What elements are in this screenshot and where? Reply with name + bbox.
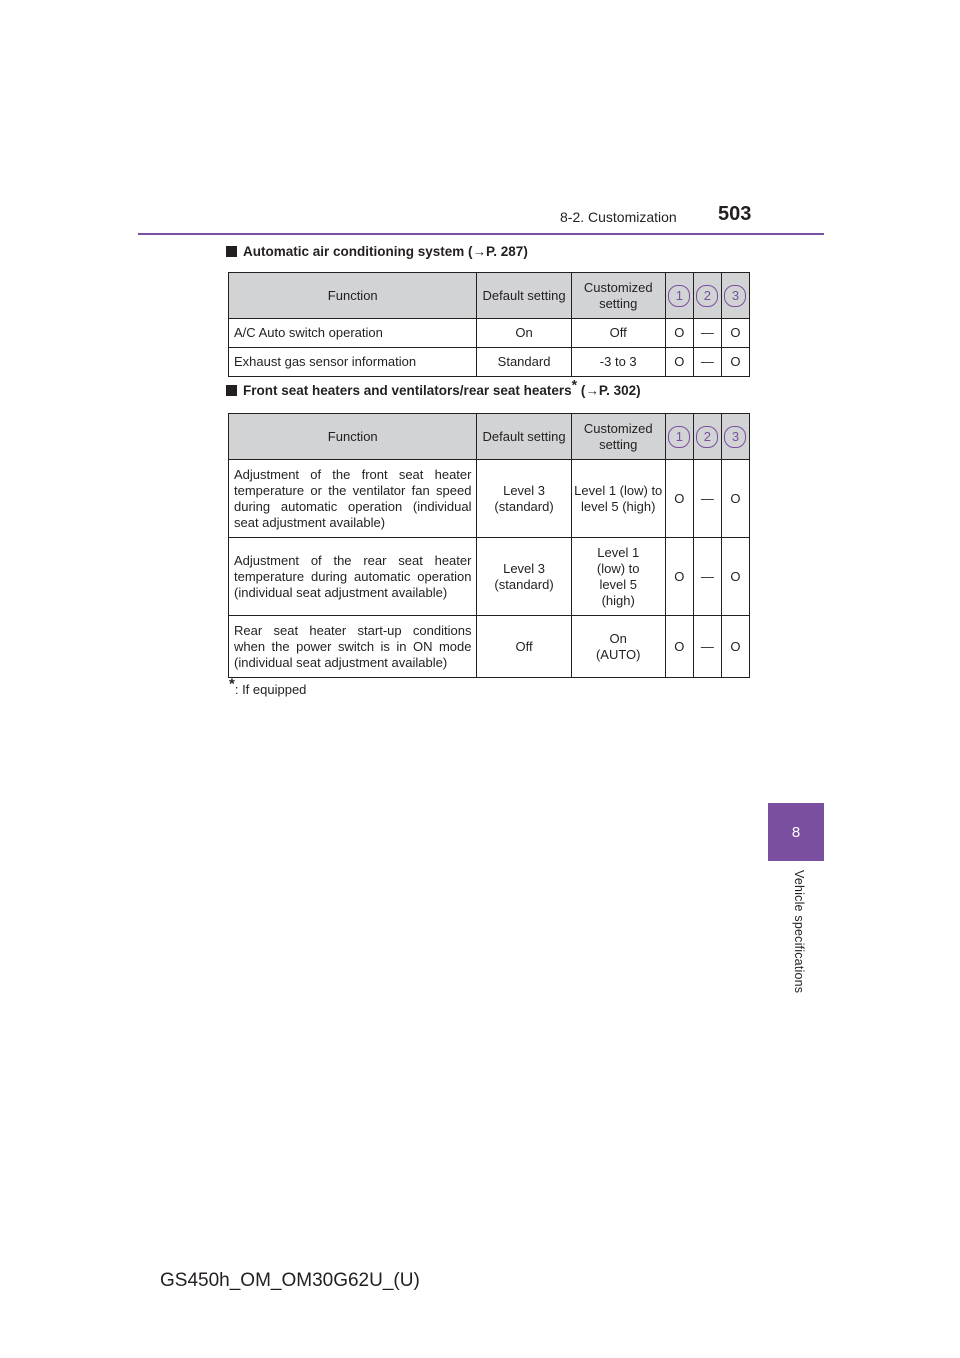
method-3-cell: O	[721, 538, 749, 616]
footnote-text: : If equipped	[234, 682, 307, 697]
number-badge-icon: 1	[668, 426, 690, 448]
footnote-marker: *	[571, 376, 578, 393]
function-cell: Rear seat heater start-up conditions when the power switch is in ON mode (individual seat adjustment available)	[229, 616, 477, 678]
customized-setting-cell: On (AUTO)	[571, 616, 665, 678]
customization-table-seat-heaters	[228, 413, 750, 678]
default-setting-cell: Level 3 (standard)	[477, 460, 571, 538]
page-number: 503	[718, 203, 752, 225]
column-header-function: Function	[229, 273, 477, 319]
default-setting-cell: Standard	[477, 348, 571, 377]
column-header-customized-setting: Customized setting	[571, 414, 665, 460]
footnote-marker: *	[229, 675, 235, 693]
method-2-cell: —	[693, 616, 721, 678]
chapter-number: 8	[791, 823, 801, 841]
column-header-function: Function	[229, 414, 477, 460]
method-1-cell: O	[665, 348, 693, 377]
customized-setting-cell: Level 1 (low) to level 5 (high)	[571, 538, 665, 616]
default-setting-cell: On	[477, 319, 571, 348]
table-row	[229, 538, 750, 616]
function-cell: Adjustment of the rear seat heater temperature during automatic operation (individual seat adjustment available)	[229, 538, 477, 616]
method-2-cell: —	[693, 319, 721, 348]
section-heading-seat-heaters	[226, 376, 641, 398]
method-2-cell: —	[693, 538, 721, 616]
customized-setting-cell: -3 to 3	[571, 348, 665, 377]
method-3-cell: O	[721, 616, 749, 678]
column-header-3	[721, 273, 749, 319]
number-badge-icon: 1	[668, 285, 690, 307]
default-setting-cell: Level 3 (standard)	[477, 538, 571, 616]
section-heading-text: Automatic air conditioning system (→P. 287)	[243, 244, 528, 259]
method-2-cell: —	[693, 460, 721, 538]
number-badge-icon: 2	[696, 426, 718, 448]
number-badge-icon: 3	[724, 285, 746, 307]
customized-setting-cell: Off	[571, 319, 665, 348]
method-3-cell: O	[721, 348, 749, 377]
square-bullet-icon	[226, 385, 237, 396]
column-header-2	[693, 414, 721, 460]
customized-setting-cell: Level 1 (low) to level 5 (high)	[571, 460, 665, 538]
table-header-row	[229, 273, 750, 319]
default-setting-cell: Off	[477, 616, 571, 678]
method-3-cell: O	[721, 460, 749, 538]
function-cell: Adjustment of the front seat heater temperature or the ventilator fan speed during automatic operation (individual seat adjustment available)	[229, 460, 477, 538]
table-row	[229, 319, 750, 348]
table-row	[229, 348, 750, 377]
method-1-cell: O	[665, 616, 693, 678]
column-header-customized-setting: Customized setting	[571, 273, 665, 319]
column-header-default-setting: Default setting	[477, 414, 571, 460]
column-header-2	[693, 273, 721, 319]
table-row	[229, 460, 750, 538]
column-header-3	[721, 414, 749, 460]
method-3-cell: O	[721, 319, 749, 348]
function-cell: A/C Auto switch operation	[229, 319, 477, 348]
chapter-tab	[768, 803, 824, 861]
table-row	[229, 616, 750, 678]
header-divider	[138, 233, 824, 235]
document-id: GS450h_OM_OM30G62U_(U)	[160, 1270, 420, 1291]
column-header-default-setting: Default setting	[477, 273, 571, 319]
number-badge-icon: 2	[696, 285, 718, 307]
section-heading-air-conditioning	[226, 244, 528, 259]
section-heading-text: Front seat heaters and ventilators/rear seat heaters	[243, 383, 572, 398]
function-cell: Exhaust gas sensor information	[229, 348, 477, 377]
square-bullet-icon	[226, 246, 237, 257]
method-1-cell: O	[665, 460, 693, 538]
method-2-cell: —	[693, 348, 721, 377]
number-badge-icon: 3	[724, 426, 746, 448]
table-header-row	[229, 414, 750, 460]
section-title: 8-2. Customization	[560, 209, 677, 225]
footnote	[229, 675, 307, 697]
chapter-label: Vehicle specifications	[792, 870, 806, 994]
method-1-cell: O	[665, 538, 693, 616]
column-header-1	[665, 273, 693, 319]
column-header-1	[665, 414, 693, 460]
method-1-cell: O	[665, 319, 693, 348]
section-heading-reference: (→P. 302)	[577, 383, 641, 398]
customization-table-air-conditioning	[228, 272, 750, 377]
